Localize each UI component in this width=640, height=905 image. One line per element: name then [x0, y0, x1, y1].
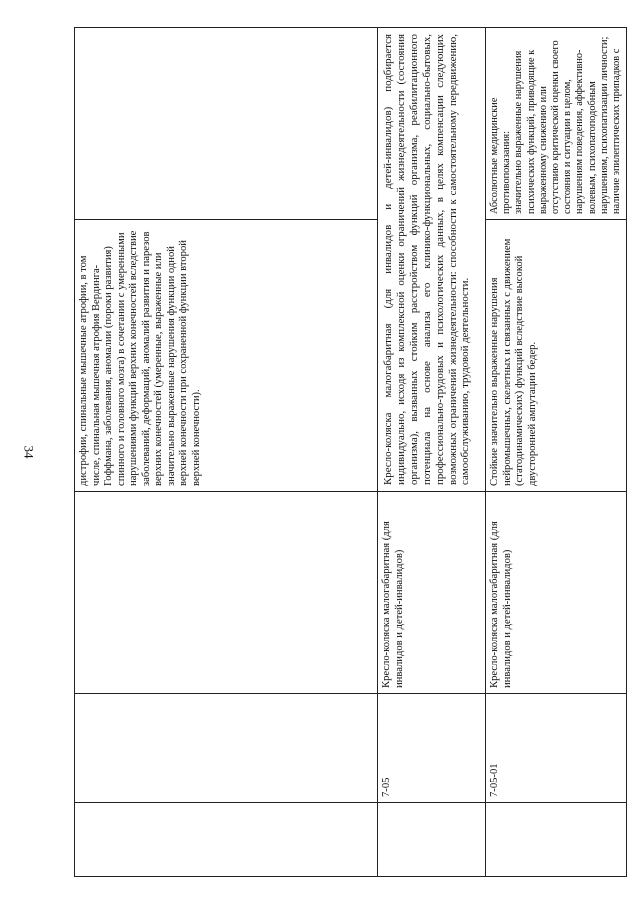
- row3-indications: Стойкие значительно выраженные нарушения нейромышечных, скелетных и связанных с движением (статодинамических) функций вследствие высокой двусторонней ампутации бедер.: [486, 220, 627, 492]
- row1-col5: [75, 28, 378, 220]
- row2-description: Кресло-коляска малогабаритная (для инвалидов и детей-инвалидов) подбирается индивидуально, исходя из комплексной оценки ограничений жизнедеятельности (состояния организма), вызванных стойким расстройством функций организма, реабилитационного потенциала на основе анализа его клинико-функциональных, социально-бытовых, профессионально-трудовых и психологических данных, в целях компенсации следующих возможных ограничений жизнедеятельности: способности к самостоятельному передвижению, самообслуживанию, трудовой деятельности.: [378, 28, 486, 492]
- row2-name: Кресло-коляска малогабаритная (для инвалидов и детей-инвалидов): [378, 492, 486, 694]
- table-row: [75, 28, 378, 877]
- row1-indications-continued: дистрофии, спинальные мышечные атрофии, в том числе, спинальная мышечная атрофия Вердинга-Гоффмана, заболевания, аномалии (пороки развития) спинного и головного мозга) в сочетании с умеренными нарушениями функций верхних конечностей вследствие заболеваний, деформаций, аномалий развития и парезов верхних конечностей (умеренные, выраженные или значительно выраженные нарушения функции одной верхней конечности при сохраненной функции второй верхней конечности).: [75, 220, 378, 492]
- row1-col3: [75, 492, 378, 694]
- table-row: [486, 28, 627, 877]
- rotated-table-wrapper: [74, 28, 623, 877]
- devices-table: [74, 27, 627, 877]
- row3-contraindications: [486, 28, 627, 220]
- contra-line: Абсолютные медицинские противопоказания:: [489, 97, 513, 214]
- contra-line: значительно выраженные нарушения психических функций, приводящие к выраженному снижению или отсутствию критической оценки своего состояния и ситуации в целом, нарушениям поведения, аффективно-волевым, психопатоподобным нарушениям, психопатизации личности;: [513, 36, 610, 214]
- row3-col1: [486, 803, 627, 877]
- row1-col1: [75, 803, 378, 877]
- row2-col1: [378, 803, 486, 877]
- row3-code: 7-05-01: [486, 694, 627, 803]
- contra-line: наличие эпилептических припадков с: [611, 48, 623, 214]
- row3-name: Кресло-коляска малогабаритная (для инвалидов и детей-инвалидов): [486, 492, 627, 694]
- table-row: [378, 28, 486, 877]
- row2-code: 7-05: [378, 694, 486, 803]
- row1-col2: [75, 694, 378, 803]
- page-number: 34: [21, 445, 37, 459]
